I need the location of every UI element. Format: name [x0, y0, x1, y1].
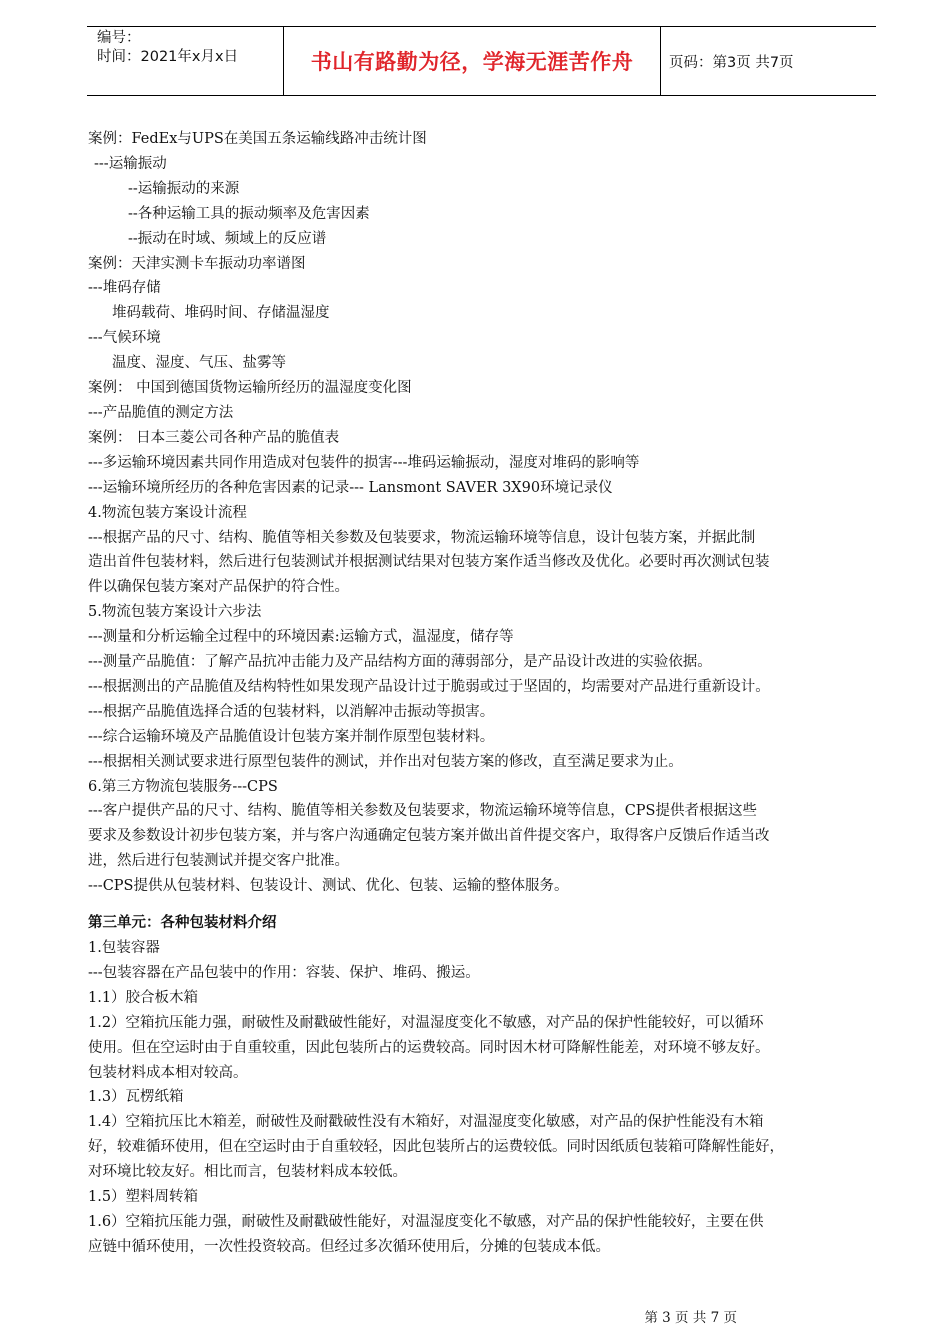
text-line: 温度、湿度、气压、盐雾等	[112, 355, 286, 372]
text-line: 进，然后进行包装测试并提交客户批准。	[88, 853, 349, 870]
text-line: ---CPS提供从包装材料、包装设计、测试、优化、包装、运输的整体服务。	[88, 878, 569, 895]
text-line: ---产品脆值的测定方法	[88, 404, 234, 421]
text-line: --各种运输工具的振动频率及危害因素	[128, 205, 370, 222]
text-line: 1.1）胶合板木箱	[88, 989, 199, 1006]
text-line: ---气候环境	[88, 330, 161, 347]
text-line: ---根据产品脆值选择合适的包装材料，以消解冲击振动等损害。	[88, 703, 495, 720]
text-line: 案例： 中国到德国货物运输所经历的温湿度变化图	[88, 380, 412, 397]
text-line: --振动在时域、频域上的反应谱	[128, 230, 327, 247]
text-line: ---根据产品的尺寸、结构、脆值等相关参数及包装要求，物流运输环境等信息，设计包装方案，并据此制	[88, 529, 756, 546]
header-page-cell	[659, 27, 876, 95]
text-line: 1.6）空箱抗压能力强，耐破性及耐戳破性能好，对温湿度变化不敏感，对产品的保护性能较好，主要在供	[88, 1213, 764, 1230]
number-label: 编号：	[97, 30, 141, 46]
text-line: ---测量和分析运输全过程中的环境因素:运输方式，温湿度，储存等	[88, 629, 514, 646]
text-line: 件以确保包装方案对产品保护的符合性。	[88, 579, 349, 596]
text-line: 应链中循环使用，一次性投资较高。但经过多次循环使用后，分摊的包装成本低。	[88, 1238, 610, 1255]
text-line: 5.物流包装方案设计六步法	[88, 604, 262, 621]
text-line: ---客户提供产品的尺寸、结构、脆值等相关参数及包装要求，物流运输环境等信息，CPS提供者根据这些	[88, 803, 757, 820]
text-line: 要求及参数设计初步包装方案，并与客户沟通确定包装方案并做出首件提交客户，取得客户反馈后作适当改	[88, 828, 770, 845]
text-line: 案例：天津实测卡车振动功率谱图	[88, 255, 306, 272]
text-line: 1.4）空箱抗压比木箱差，耐破性及耐戳破性没有木箱好，对温湿度变化敏感，对产品的保护性能没有木箱	[88, 1114, 764, 1131]
motto-text: 书山有路勤为径，学海无涯苦作舟	[310, 50, 634, 74]
text-line: ---根据测出的产品脆值及结构特性如果发现产品设计过于脆弱或过于坚固的，均需要对产品进行重新设计。	[88, 678, 770, 695]
text-line: 使用。但在空运时由于自重较重，因此包装所占的运费较高。同时因木材可降解性能差，对环境不够友好。	[88, 1039, 770, 1056]
text-line: 1.5）塑料周转箱	[88, 1189, 199, 1206]
text-line: 1.3）瓦楞纸箱	[88, 1089, 184, 1106]
text-line: 案例：FedEx与UPS在美国五条运输线路冲击统计图	[88, 131, 427, 147]
text-line: ---测量产品脆值：了解产品抗冲击能力及产品结构方面的薄弱部分，是产品设计改进的实验依据。	[88, 654, 712, 671]
document-body	[88, 127, 888, 1260]
text-line: ---根据相关测试要求进行原型包装件的测试，并作出对包装方案的修改，直至满足要求为止。	[88, 753, 683, 770]
text-line: 4.物流包装方案设计流程	[88, 504, 247, 521]
time-label: 时间：2021年x月x日	[97, 49, 239, 65]
text-line: --运输振动的来源	[128, 180, 240, 197]
page-label: 页码：第3页 共7页	[669, 54, 794, 71]
text-line: 1.2）空箱抗压能力强，耐破性及耐戳破性能好，对温湿度变化不敏感，对产品的保护性能较好，可以循环	[88, 1014, 764, 1031]
text-line: 1.包装容器	[88, 940, 160, 956]
text-line: 堆码载荷、堆码时间、存储温湿度	[112, 305, 330, 322]
text-line: 对环境比较友好。相比而言，包装材料成本较低。	[88, 1164, 407, 1181]
text-line: ---运输振动	[94, 155, 167, 172]
text-line: 案例： 日本三菱公司各种产品的脆值表	[88, 429, 340, 446]
text-line: ---运输环境所经历的各种危害因素的记录--- Lansmont SAVER 3X90环境记录仪	[88, 479, 613, 496]
text-line: ---综合运输环境及产品脆值设计包装方案并制作原型包装材料。	[88, 728, 495, 745]
section-title: 第三单元：各种包装材料介绍	[88, 915, 277, 932]
header-motto-cell	[283, 27, 661, 95]
text-line: ---多运输环境因素共同作用造成对包装件的损害---堆码运输振动，湿度对堆码的影响等	[88, 454, 640, 471]
text-line: ---堆码存储	[88, 280, 161, 297]
text-line: 好，较难循环使用，但在空运时由于自重较轻，因此包装所占的运费较低。同时因纸质包装箱可降解性能好，	[88, 1139, 784, 1156]
page-header	[87, 26, 876, 96]
text-line: 6.第三方物流包装服务---CPS	[88, 778, 278, 795]
text-line: 包装材料成本相对较高。	[88, 1064, 248, 1081]
text-line: 造出首件包装材料，然后进行包装测试并根据测试结果对包装方案作适当修改及优化。必要时再次测试包装	[88, 554, 770, 571]
footer-page-number: 第 3 页 共 7 页	[644, 1310, 737, 1326]
text-line: ---包装容器在产品包装中的作用：容装、保护、堆码、搬运。	[88, 964, 480, 981]
header-meta	[87, 27, 283, 97]
